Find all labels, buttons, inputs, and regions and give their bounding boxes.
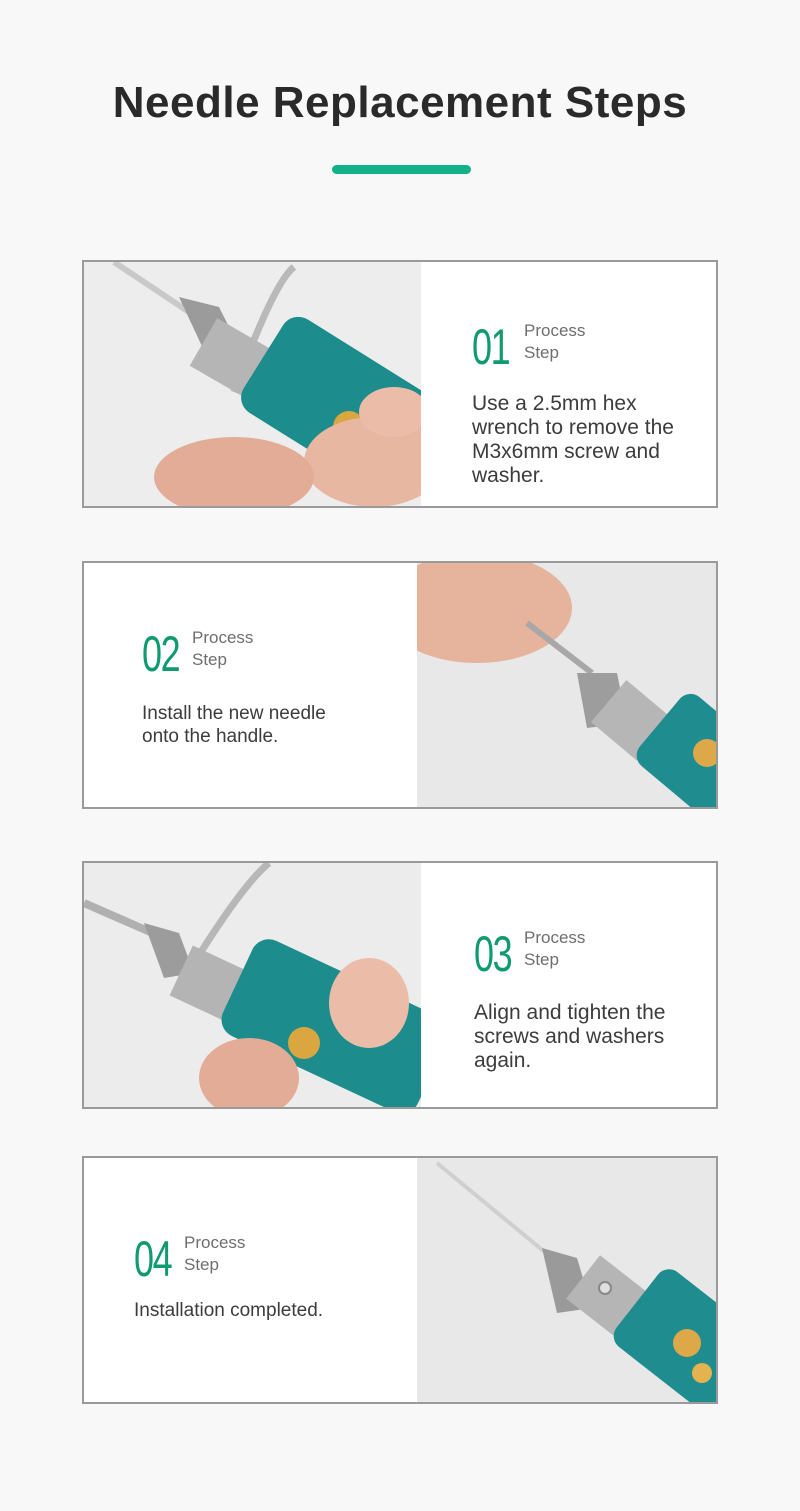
hex-wrench-removing-screw-photo	[84, 262, 421, 506]
step-label: Step	[524, 343, 559, 362]
step-number: 02	[142, 626, 180, 682]
step-label: Step	[524, 950, 559, 969]
process-label: Process	[524, 321, 586, 340]
step-card-2	[82, 561, 718, 809]
step-card-1	[82, 260, 718, 508]
step-3-text	[474, 926, 704, 1089]
step-description: Installation completed.	[134, 1300, 324, 1321]
step-1-text	[472, 319, 702, 487]
step-number: 04	[134, 1231, 172, 1287]
step-number: 03	[474, 926, 512, 982]
process-label: Process	[192, 628, 254, 647]
step-description: Install the new needle onto the handle.	[142, 703, 326, 747]
step-number: 01	[472, 319, 510, 375]
tightening-screw-photo	[84, 863, 421, 1107]
page-title: Needle Replacement Steps	[112, 78, 688, 127]
step-card-4	[82, 1156, 718, 1404]
installing-needle-photo	[417, 563, 718, 807]
step-2-text	[142, 626, 372, 769]
step-label: Step	[192, 650, 227, 669]
step-description: Align and tighten the screws and washers again.	[474, 1001, 666, 1072]
step-label: Step	[184, 1255, 219, 1274]
process-label: Process	[524, 928, 586, 947]
step-card-3	[82, 861, 718, 1109]
step-4-text	[134, 1231, 404, 1354]
process-label: Process	[184, 1233, 246, 1252]
step-description: Use a 2.5mm hex wrench to remove the M3x6mm screw and washer.	[472, 392, 674, 487]
completed-tool-photo	[417, 1158, 718, 1402]
title-underline	[332, 165, 471, 174]
